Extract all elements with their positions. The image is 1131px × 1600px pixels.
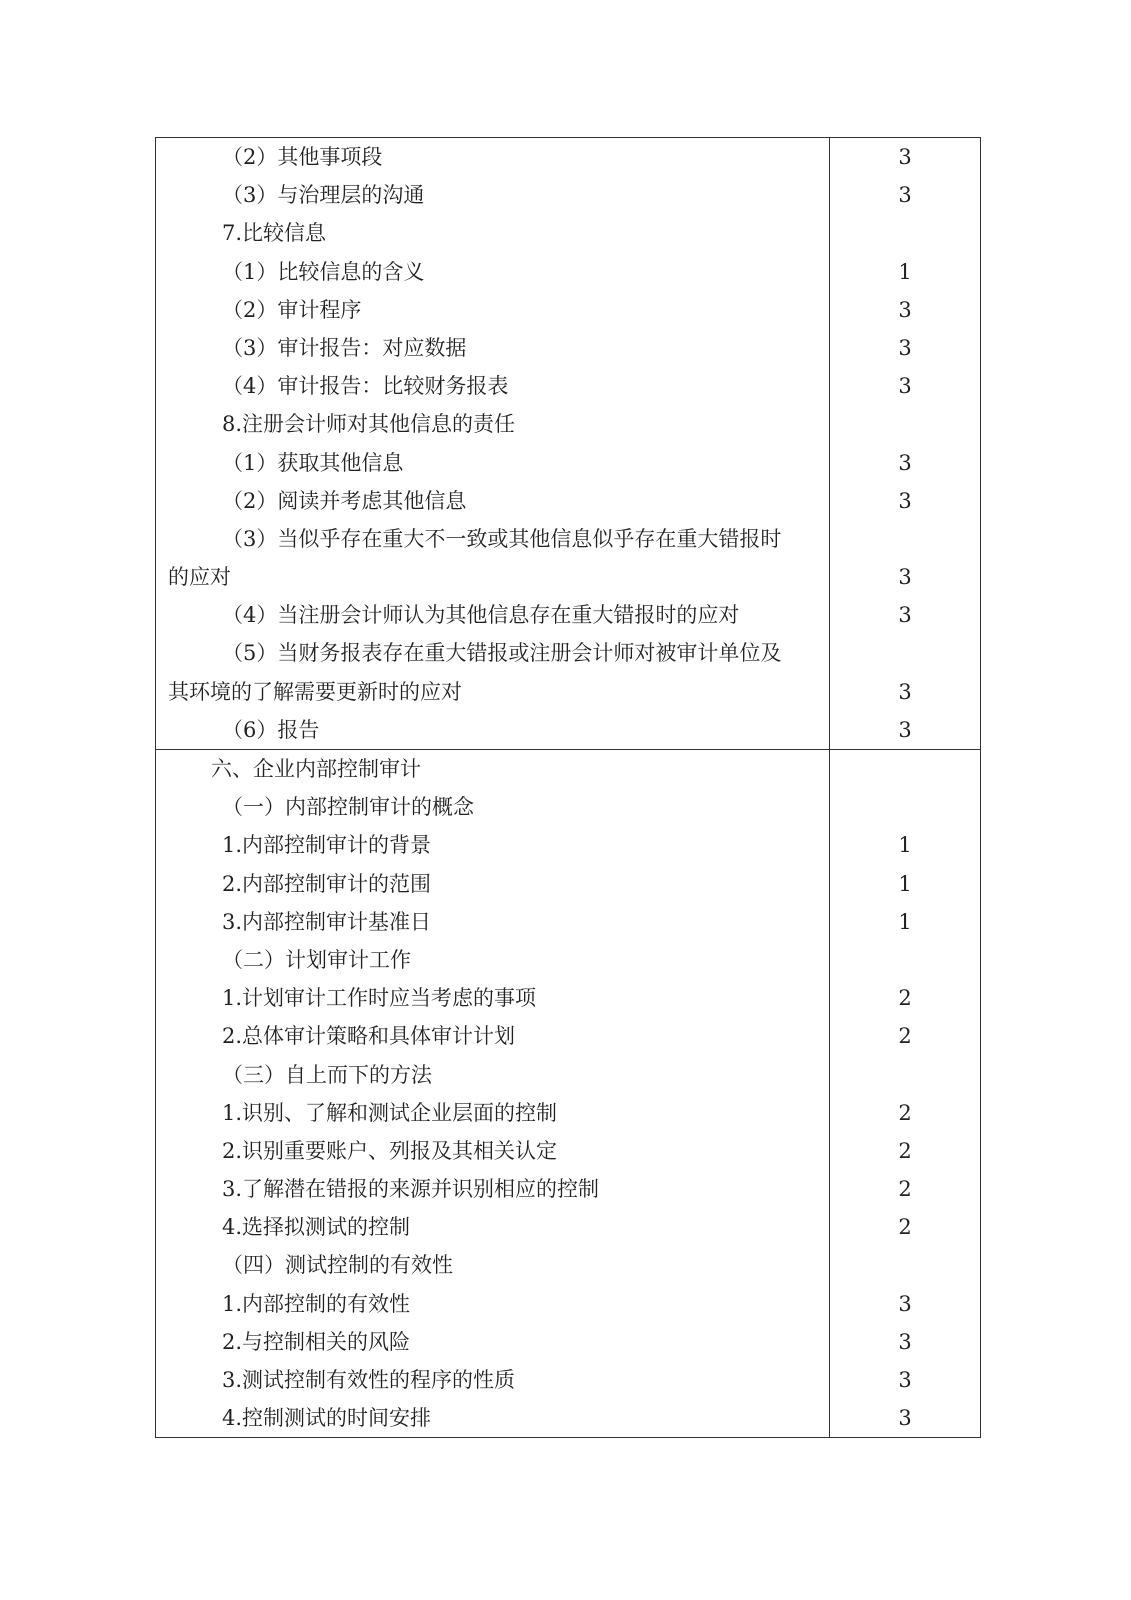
syllabus-line: 4.选择拟测试的控制: [222, 1215, 411, 1240]
syllabus-line: 8.注册会计师对其他信息的责任: [222, 412, 516, 437]
syllabus-line: 2.与控制相关的风险: [222, 1329, 411, 1354]
level-cell: [830, 138, 981, 750]
level-value: 1: [898, 909, 912, 934]
level-value: [830, 634, 980, 672]
level-value: 2: [898, 1100, 912, 1125]
syllabus-line: 1.内部控制审计的背景: [222, 833, 432, 858]
syllabus-line: 2.总体审计策略和具体审计计划: [222, 1024, 516, 1049]
syllabus-line: 1.内部控制的有效性: [222, 1291, 411, 1316]
level-value: 3: [898, 679, 912, 704]
syllabus-line: 其环境的了解需要更新时的应对: [168, 679, 462, 704]
level-cell: [830, 750, 981, 1438]
table-section-row: [156, 138, 981, 750]
level-value: 3: [898, 717, 912, 742]
syllabus-line: （4）当注册会计师认为其他信息存在重大错报时的应对: [222, 603, 740, 628]
level-value: 3: [898, 1329, 912, 1354]
syllabus-line: （2）阅读并考虑其他信息: [222, 488, 467, 513]
level-value: [830, 405, 980, 443]
level-value: 3: [898, 450, 912, 475]
level-value: [830, 788, 980, 826]
level-value: [830, 750, 980, 788]
level-value: [830, 941, 980, 979]
syllabus-line: （一）内部控制审计的概念: [222, 795, 474, 820]
level-value: 3: [898, 603, 912, 628]
level-value: 1: [898, 871, 912, 896]
level-value: 2: [898, 1177, 912, 1202]
content-cell: [156, 750, 830, 1438]
syllabus-line: 3.测试控制有效性的程序的性质: [222, 1368, 516, 1392]
syllabus-line: 2.识别重要账户、列报及其相关认定: [222, 1138, 558, 1163]
syllabus-line: 1.识别、了解和测试企业层面的控制: [222, 1100, 558, 1125]
level-value: 2: [898, 1138, 912, 1163]
table-section-row: [156, 750, 981, 1438]
syllabus-line: （3）当似乎存在重大不一致或其他信息似乎存在重大错报时: [222, 526, 782, 551]
level-value: 2: [898, 1215, 912, 1240]
syllabus-line: （6）报告: [222, 717, 320, 742]
level-value: [830, 1056, 980, 1094]
syllabus-line: 的应对: [168, 565, 231, 590]
content-cell: [156, 138, 830, 750]
syllabus-line: （1）比较信息的含义: [222, 259, 425, 284]
level-value: 2: [898, 986, 912, 1011]
level-value: 3: [898, 335, 912, 360]
level-value: 1: [898, 259, 912, 284]
syllabus-line: 4.控制测试的时间安排: [222, 1406, 432, 1431]
level-value: 3: [898, 183, 912, 208]
syllabus-line: （5）当财务报表存在重大错报或注册会计师对被审计单位及: [222, 641, 782, 666]
syllabus-line: （4）审计报告：比较财务报表: [222, 374, 509, 399]
level-value: [830, 214, 980, 252]
syllabus-line: 2.内部控制审计的范围: [222, 871, 432, 896]
syllabus-line: 3.内部控制审计基准日: [222, 909, 432, 934]
syllabus-line: 六、企业内部控制审计: [211, 757, 421, 781]
syllabus-line: （1）获取其他信息: [222, 450, 404, 475]
syllabus-line: （二）计划审计工作: [222, 947, 411, 972]
syllabus-line: （3）与治理层的沟通: [222, 183, 425, 208]
syllabus-line: 1.计划审计工作时应当考虑的事项: [222, 986, 537, 1011]
level-value: 3: [898, 1406, 912, 1431]
syllabus-line: （3）审计报告：对应数据: [222, 335, 467, 360]
level-value: 2: [898, 1024, 912, 1049]
level-value: 3: [898, 297, 912, 322]
syllabus-line: 3.了解潜在错报的来源并识别相应的控制: [222, 1177, 600, 1202]
level-value: 3: [898, 374, 912, 399]
syllabus-line: （四）测试控制的有效性: [222, 1253, 453, 1278]
level-value: 3: [898, 1291, 912, 1316]
level-value: [830, 1246, 980, 1284]
syllabus-line: （2）其他事项段: [222, 145, 383, 169]
level-value: 3: [898, 488, 912, 513]
syllabus-line: 7.比较信息: [222, 221, 327, 246]
level-value: 3: [898, 1368, 912, 1392]
syllabus-table: [155, 137, 981, 1438]
level-value: 3: [898, 565, 912, 590]
syllabus-line: （三）自上而下的方法: [222, 1062, 432, 1087]
level-value: 1: [898, 833, 912, 858]
level-value: 3: [898, 145, 912, 169]
syllabus-line: （2）审计程序: [222, 297, 362, 322]
level-value: [830, 520, 980, 558]
